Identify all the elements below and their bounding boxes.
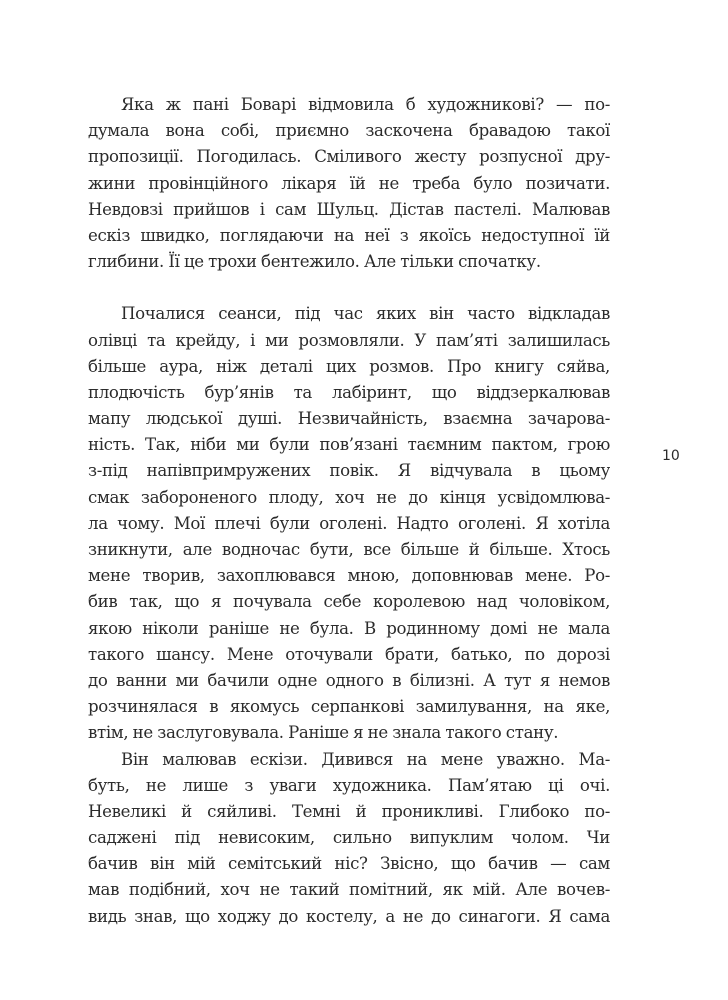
text-line: ескіз швидко, поглядаючи на неї з якоїсь недоступної їй <box>88 225 610 245</box>
text-line: видь знав, що ходжу до костелу, а не до синагоги. Я сама <box>88 906 610 926</box>
text-line: бачив він мій семітський ніс? Звісно, що бачив — сам <box>88 854 610 874</box>
text-line: розчинялася в якомусь серпанкові замилування, на яке, <box>88 697 610 717</box>
paragraph-3 <box>88 747 610 930</box>
text-line: жини провінційного лікаря їй не треба було позичати. <box>88 173 610 193</box>
text-line: втім, не заслуговувала. Раніше я не знала такого стану. <box>88 723 559 743</box>
body-text <box>88 92 610 930</box>
paragraph-2 <box>88 301 610 746</box>
text-line: ність. Так, ніби ми були пов’язані таємним пактом, грою <box>88 435 610 455</box>
text-line: думала вона собі, приємно заскочена бравадою такої <box>88 121 610 141</box>
text-line: плодючість бур’янів та лабіринт, що віддзеркалював <box>88 382 610 402</box>
text-line: ла чому. Мої плечі були оголені. Надто оголені. Я хотіла <box>88 513 610 533</box>
text-line: якою ніколи раніше не була. В родинному домі не мала <box>88 618 610 638</box>
page-number: 10 <box>662 448 680 464</box>
text-line: до ванни ми бачили одне одного в білизні. А тут я немов <box>88 670 610 690</box>
text-line: бив так, що я почувала себе королевою над чоловіком, <box>88 592 610 612</box>
text-line: саджені під невисоким, сильно випуклим чолом. Чи <box>88 828 610 848</box>
text-line: такого шансу. Мене оточували брати, батько, по дорозі <box>88 644 610 664</box>
text-line: Він малював ескізи. Дивився на мене уважно. Ма- <box>121 749 610 769</box>
text-line: з-під напівпримружених повік. Я відчувала в цьому <box>88 461 610 481</box>
text-line: мав подібний, хоч не такий помітний, як мій. Але вочев- <box>88 880 610 900</box>
text-line: Невеликі й сяйливі. Темні й проникливі. Глибоко по- <box>88 801 610 821</box>
text-line: Почалися сеанси, під час яких він часто відкладав <box>121 304 610 324</box>
text-line: більше аура, ніж деталі цих розмов. Про книгу сяйва, <box>88 356 610 376</box>
paragraph-1 <box>88 92 610 275</box>
text-line: Невдовзі прийшов і сам Шульц. Дістав пастелі. Малював <box>88 199 610 219</box>
text-line: смак забороненого плоду, хоч не до кінця усвідомлюва- <box>88 487 610 507</box>
paragraph-spacer <box>88 275 610 301</box>
text-line: пропозиції. Погодилась. Сміливого жесту розпусної дру- <box>88 147 610 167</box>
text-line: Яка ж пані Боварі відмовила б художникові? — по- <box>121 95 610 114</box>
text-line: мене творив, захоплювався мною, доповнював мене. Ро- <box>88 566 610 586</box>
text-line: буть, не лише з уваги художника. Пам’ятаю ці очі. <box>88 775 610 795</box>
text-line: олівці та крейду, і ми розмовляли. У пам’яті залишилась <box>88 330 610 350</box>
text-line: глибини. Її це трохи бентежило. Але тільки спочатку. <box>88 252 541 272</box>
text-line: зникнути, але водночас бути, все більше й більше. Хтось <box>88 540 610 559</box>
text-line: мапу людської душі. Незвичайність, взаємна зачарова- <box>88 409 610 429</box>
